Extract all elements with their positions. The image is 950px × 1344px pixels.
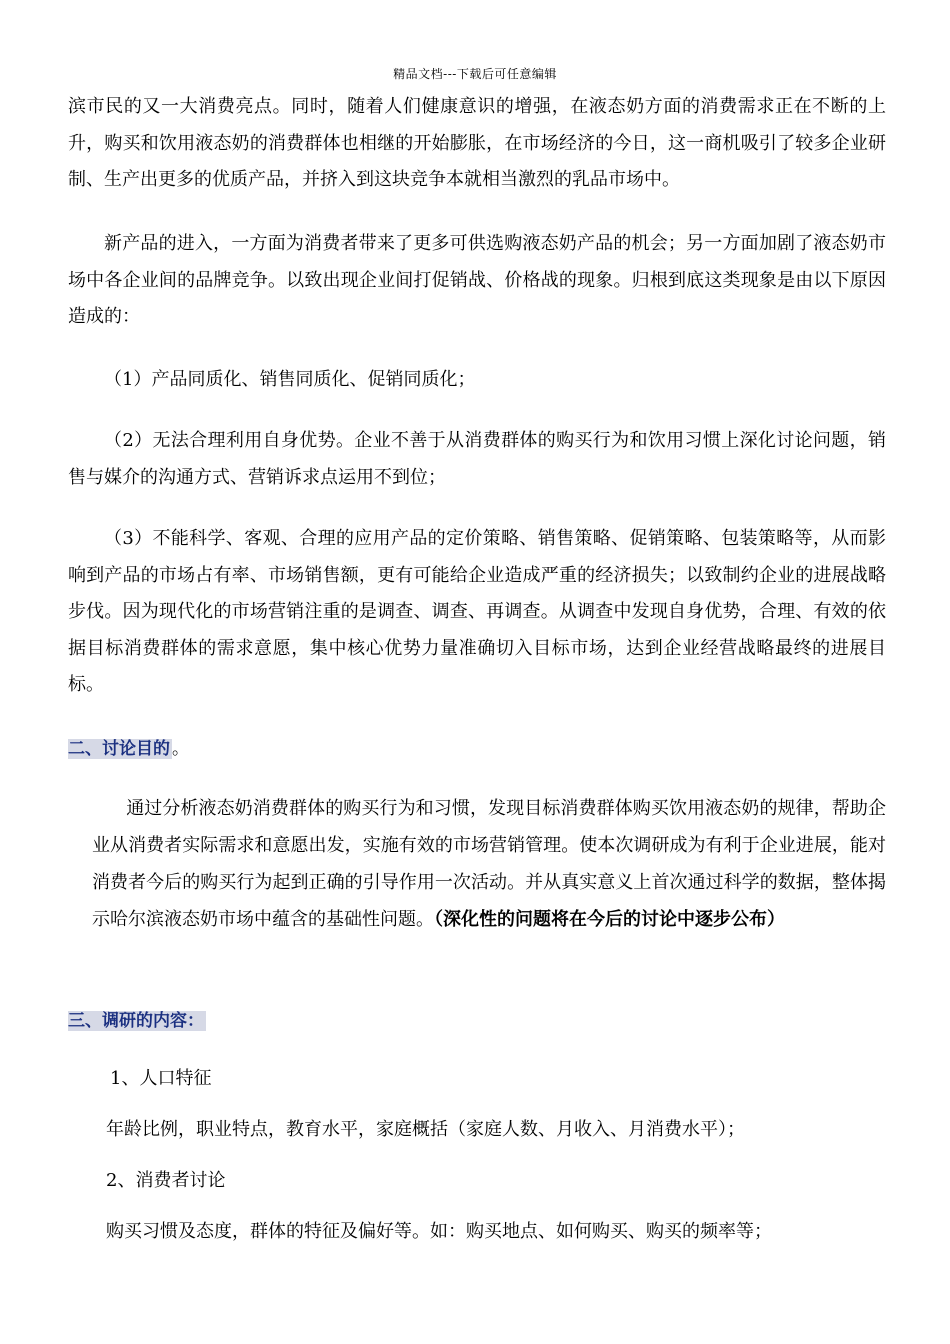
section-heading-content-title: 三、调研的内容：	[68, 1011, 204, 1031]
paragraph-purpose-body: 通过分析液态奶消费群体的购买行为和习惯，发现目标消费群体购买饮用液态奶的规律，帮助企业从消费者实际需求和意愿出发，实施有效的市场营销管理。使本次调研成为有利于企业进展，能对消费者今后的购买行为起到正确的引导作用一次活动。并从真实意义上首次通过科学的数据，整体揭示哈尔滨液态奶市场中蕴含的基础性问题。	[92, 798, 886, 930]
paragraph-new-products: 新产品的进入，一方面为消费者带来了更多可供选购液态奶产品的机会；另一方面加剧了液态奶市场中各企业间的品牌竞争。以致出现企业间打促销战、价格战的现象。归根到底这类现象是由以下原因造成的：	[68, 233, 886, 327]
reason-item-3: （3）不能科学、客观、合理的应用产品的定价策略、销售策略、促销策略、包装策略等，从而影响到产品的市场占有率、市场销售额，更有可能给企业造成严重的经济损失；以致制约企业的进展战略步伐。因为现代化的市场营销注重的是调查、调查、再调查。从调查中发现自身优势，合理、有效的依据目标消费群体的需求意愿，集中核心优势力量准确切入目标市场，达到企业经营战略最终的进展目标。	[68, 528, 886, 695]
section-heading-purpose-tail: 。	[172, 739, 189, 759]
content-item-2-desc: 购买习惯及态度，群体的特征及偏好等。如：购买地点、如何购买、购买的频率等；	[106, 1221, 772, 1242]
section-heading-content	[68, 1008, 206, 1034]
content-item-1-desc: 年龄比例，职业特点，教育水平，家庭概括（家庭人数、月收入、月消费水平）；	[106, 1119, 745, 1140]
section-heading-purpose	[68, 736, 189, 762]
paragraph-intro: 滨市民的又一大消费亮点。同时，随着人们健康意识的增强，在液态奶方面的消费需求正在不断的上升，购买和饮用液态奶的消费群体也相继的开始膨胀，在市场经济的今日，这一商机吸引了较多企业研制、生产出更多的优质产品，并挤入到这块竞争本就相当激烈的乳品市场中。	[68, 96, 886, 190]
page-header: 精品文档---下载后可任意编辑	[393, 67, 557, 81]
reason-item-1: （1）产品同质化、销售同质化、促销同质化；	[104, 369, 476, 390]
section-heading-purpose-title: 二、讨论目的	[68, 739, 170, 759]
paragraph-purpose-note: （深化性的问题将在今后的讨论中逐步公布）	[434, 909, 785, 930]
paragraph-purpose	[92, 790, 886, 938]
content-item-2-title: 2、消费者讨论	[106, 1170, 226, 1191]
reason-item-2: （2）无法合理利用自身优势。企业不善于从消费群体的购买行为和饮用习惯上深化讨论问题，销售与媒介的沟通方式、营销诉求点运用不到位；	[68, 430, 886, 488]
content-item-1-title: 1、人口特征	[110, 1068, 212, 1089]
